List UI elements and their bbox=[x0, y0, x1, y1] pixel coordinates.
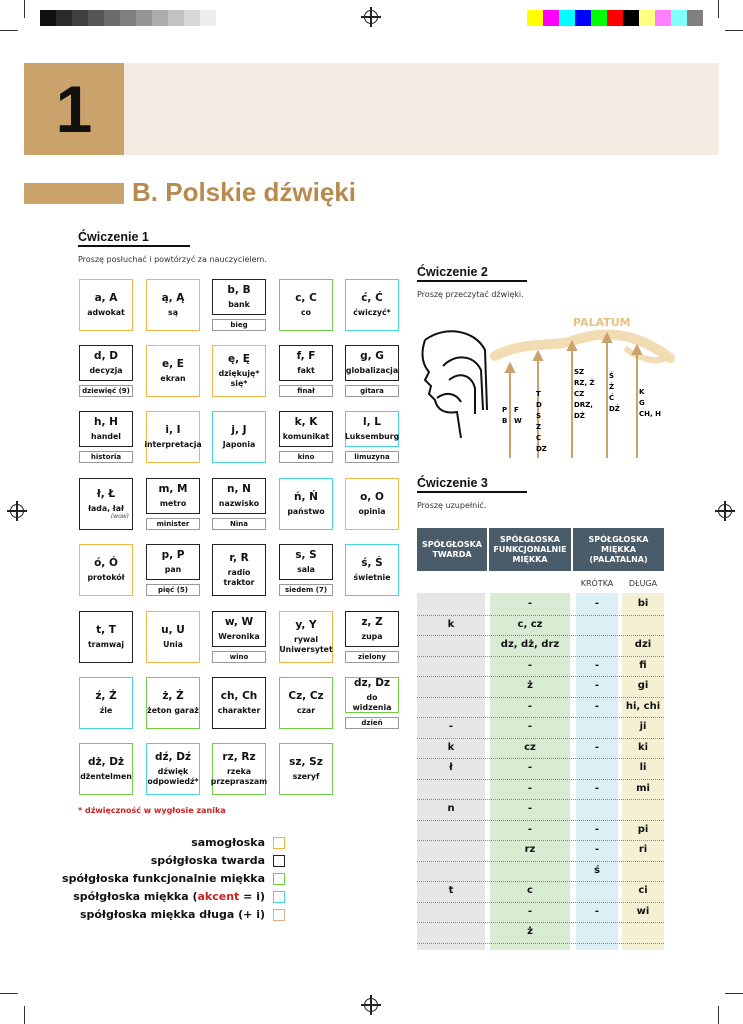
registration-mark-top bbox=[364, 10, 378, 24]
legend-swatch bbox=[273, 855, 285, 867]
sound-card-letters: Cz, Cz bbox=[288, 690, 324, 703]
legend-label-part: spółgłoska miękka ( bbox=[73, 890, 198, 903]
sound-card-letters: dż, Dż bbox=[87, 756, 125, 769]
sound-card bbox=[212, 544, 266, 596]
crop-mark bbox=[718, 1006, 719, 1024]
legend-label-part: = i) bbox=[239, 890, 265, 903]
sound-card-letters: c, C bbox=[295, 292, 317, 305]
sound-card bbox=[79, 544, 133, 596]
table-cell: ji bbox=[639, 721, 647, 732]
articulation-label: F W bbox=[514, 406, 522, 425]
color-swatch bbox=[200, 10, 216, 26]
table-cell: cz bbox=[524, 741, 536, 753]
header-band bbox=[124, 63, 719, 155]
sound-card bbox=[345, 611, 399, 647]
legend-label-accent: akcent bbox=[197, 890, 240, 903]
sound-card-example-word: metro bbox=[159, 499, 187, 509]
ex3-heading: Ćwiczenie 3 bbox=[417, 476, 488, 490]
table-column-bg bbox=[576, 593, 618, 950]
sound-card-extra-word: historia bbox=[79, 451, 133, 463]
sound-card bbox=[345, 544, 399, 596]
legend-item bbox=[191, 836, 285, 849]
legend-swatch bbox=[273, 909, 285, 921]
crop-mark bbox=[24, 1006, 25, 1024]
sound-card-letters: o, O bbox=[360, 491, 384, 504]
sound-card bbox=[212, 478, 266, 514]
articulation-label: P B bbox=[502, 406, 508, 425]
sound-card-letters: h, H bbox=[94, 416, 118, 429]
sound-card bbox=[79, 411, 133, 447]
table-cell: pi bbox=[637, 823, 649, 835]
sound-card-extra-word: zielony bbox=[345, 651, 399, 663]
sound-card-example-word: ćwiczyć* bbox=[353, 308, 391, 318]
table-cell: - bbox=[527, 823, 533, 835]
sound-card-extra-word: gitara bbox=[345, 385, 399, 397]
crop-mark bbox=[725, 993, 743, 994]
sound-card-example-word: żeton garaż bbox=[147, 706, 199, 716]
table-row-divider bbox=[417, 861, 664, 862]
legend-swatch bbox=[273, 873, 285, 885]
table-cell: rz bbox=[524, 844, 536, 855]
page-title: B. Polskie dźwięki bbox=[132, 177, 356, 207]
sound-card-letters: ch, Ch bbox=[220, 690, 258, 703]
sound-card-example-word: bank bbox=[228, 300, 250, 310]
legend-item bbox=[80, 908, 285, 921]
legend-label bbox=[73, 890, 265, 903]
color-swatch bbox=[559, 10, 575, 26]
sound-card-extra-word: siedem (7) bbox=[279, 584, 333, 596]
sound-card-example-word: radio traktor bbox=[223, 568, 255, 588]
sound-card bbox=[79, 345, 133, 381]
ex1-heading: Ćwiczenie 1 bbox=[78, 230, 149, 244]
sound-card-letters: f, F bbox=[296, 350, 316, 363]
table-cell: - bbox=[594, 598, 600, 609]
table-cell: - bbox=[594, 844, 600, 855]
sound-card bbox=[345, 411, 399, 447]
sound-card bbox=[279, 611, 333, 663]
table-row-divider bbox=[417, 943, 664, 944]
crop-mark bbox=[725, 30, 743, 31]
color-swatch bbox=[152, 10, 168, 26]
sound-card-example-word: Unia bbox=[163, 640, 183, 650]
sound-card-letters: s, S bbox=[295, 549, 317, 562]
footnote: * dźwięczność w wygłosie zanika bbox=[78, 806, 226, 815]
sound-card-example-word: decyzja bbox=[89, 366, 123, 376]
ex3-instruction: Proszę uzupełnić. bbox=[417, 501, 487, 510]
sound-card-letters: p, P bbox=[161, 549, 185, 562]
sound-card bbox=[212, 743, 266, 795]
chapter-number: 1 bbox=[55, 72, 93, 146]
sound-card-example-word: są bbox=[168, 308, 178, 318]
sound-card-letters: t, T bbox=[96, 624, 116, 637]
table-cell: - bbox=[527, 905, 533, 917]
table-header: SPÓŁGŁOSKA MIĘKKA (PALATALNA) bbox=[573, 528, 664, 571]
sound-card-example-word: dżentelmen bbox=[80, 772, 132, 782]
table-cell: ż bbox=[527, 926, 533, 937]
sound-card bbox=[345, 478, 399, 530]
sound-card-example-word: świetnie bbox=[353, 573, 391, 583]
sound-card-extra-word: pięć (5) bbox=[146, 584, 200, 596]
color-swatch bbox=[639, 10, 655, 26]
sound-card-letters: ę, Ę bbox=[228, 353, 250, 366]
sound-card-letters: ć, Ć bbox=[361, 292, 383, 305]
sound-card bbox=[212, 411, 266, 463]
legend-label: samogłoska bbox=[191, 836, 265, 849]
sound-card bbox=[279, 411, 333, 447]
sound-card-example-word: handel bbox=[91, 432, 121, 442]
sound-card-example-word: Luksemburg bbox=[344, 432, 400, 442]
sound-card bbox=[146, 743, 200, 795]
sound-card-letters: y, Y bbox=[295, 619, 317, 632]
sound-card bbox=[146, 345, 200, 397]
sound-card-letters: r, R bbox=[229, 552, 249, 565]
sound-card-example-word: globalizacja bbox=[345, 366, 399, 376]
color-swatch bbox=[543, 10, 559, 26]
sound-card-letters: d, D bbox=[94, 350, 118, 363]
registration-mark-right bbox=[718, 504, 732, 518]
sound-card-example-word: czar bbox=[296, 706, 316, 716]
legend-item bbox=[151, 854, 285, 867]
sound-card-example-word: sala bbox=[297, 565, 315, 575]
sound-card bbox=[345, 279, 399, 331]
registration-mark-left bbox=[10, 504, 24, 518]
sound-card-example-word: charakter bbox=[217, 706, 261, 716]
sound-card-letters: i, I bbox=[165, 424, 181, 437]
table-cell: c, cz bbox=[517, 618, 543, 630]
table-cell: hi, chi bbox=[625, 700, 661, 712]
sound-card bbox=[279, 544, 333, 580]
ex3-underline bbox=[417, 491, 527, 493]
sound-card bbox=[279, 677, 333, 729]
color-swatch bbox=[168, 10, 184, 26]
color-swatch bbox=[40, 10, 56, 26]
sound-card-extra-word: minister bbox=[146, 518, 200, 530]
table-cell: t bbox=[448, 885, 454, 896]
table-cell: ki bbox=[637, 741, 649, 753]
table-cell: - bbox=[527, 803, 533, 814]
sound-card bbox=[146, 478, 200, 514]
legend-swatch bbox=[273, 891, 285, 903]
sound-card bbox=[79, 279, 133, 331]
sound-card-letters: ń, Ń bbox=[294, 491, 318, 504]
sound-card-letters: n, N bbox=[227, 483, 251, 496]
sound-card-letters: b, B bbox=[227, 284, 251, 297]
sound-card-example-word: interpretacja bbox=[144, 440, 202, 450]
sound-card-example-word: komunikat bbox=[282, 432, 330, 442]
ex1-instruction: Proszę posłuchać i powtórzyć za nauczycielem. bbox=[78, 255, 267, 264]
sound-card-extra-word: finał bbox=[279, 385, 333, 397]
table-cell: - bbox=[527, 700, 533, 712]
sound-card bbox=[79, 478, 133, 530]
table-cell: c bbox=[527, 885, 533, 896]
table-cell: ż bbox=[527, 680, 533, 691]
color-swatch bbox=[88, 10, 104, 26]
sound-card-extra-word: dziewięć (9) bbox=[79, 385, 133, 397]
table-cell: - bbox=[594, 905, 600, 917]
sound-card-letters: w, W bbox=[224, 616, 254, 629]
sound-card bbox=[79, 677, 133, 729]
sound-card-letters: j, J bbox=[231, 424, 247, 437]
sound-card bbox=[279, 345, 333, 381]
table-cell: dzi bbox=[634, 639, 652, 650]
table-cell: - bbox=[527, 762, 533, 773]
table-cell: - bbox=[594, 659, 600, 671]
sound-card-letters: m, M bbox=[158, 483, 188, 496]
ex2-instruction: Proszę przeczytać dźwięki. bbox=[417, 290, 524, 299]
sound-card-example-word: Weronika bbox=[218, 632, 260, 642]
sound-card-example-word: dźwięk odpowiedź* bbox=[147, 767, 199, 787]
sound-card-extra-word: kino bbox=[279, 451, 333, 463]
color-swatch bbox=[623, 10, 639, 26]
table-header: SPÓŁGŁOSKA TWARDA bbox=[417, 528, 487, 571]
sound-card-letters: g, G bbox=[360, 350, 384, 363]
sound-card-example-word: rzeka przepraszam bbox=[210, 767, 268, 787]
sound-card-example-word: adwokat bbox=[87, 308, 125, 318]
sound-card-note: (wow) bbox=[110, 513, 129, 521]
sound-card bbox=[212, 611, 266, 647]
color-swatch bbox=[607, 10, 623, 26]
color-swatch bbox=[136, 10, 152, 26]
table-cell: - bbox=[594, 823, 600, 835]
sound-card-example-word: szeryf bbox=[292, 772, 320, 782]
table-cell: - bbox=[594, 782, 600, 794]
sound-card bbox=[146, 677, 200, 729]
legend-label: spółgłoska twarda bbox=[150, 854, 265, 867]
table-cell: ł bbox=[449, 762, 453, 773]
sound-card-extra-word: bieg bbox=[212, 319, 266, 331]
palatum-label: PALATUM bbox=[573, 316, 631, 329]
sound-card-letters: rz, Rz bbox=[222, 751, 256, 764]
legend-swatch bbox=[273, 837, 285, 849]
sound-card bbox=[146, 279, 200, 331]
table-cell: bi bbox=[637, 598, 649, 609]
color-swatch bbox=[671, 10, 687, 26]
sound-card-letters: z, Z bbox=[361, 616, 383, 629]
table-cell: fi bbox=[639, 659, 647, 671]
table-cell: - bbox=[594, 680, 600, 691]
sound-card-letters: ż, Ż bbox=[162, 690, 184, 703]
sound-card-example-word: tramwaj bbox=[87, 640, 125, 650]
sound-card bbox=[146, 411, 200, 463]
table-cell: k bbox=[447, 741, 455, 753]
sound-card-example-word: opinia bbox=[358, 507, 386, 517]
sound-card-letters: ź, Ź bbox=[95, 690, 117, 703]
sound-card-example-word: Japonia bbox=[222, 440, 256, 450]
sound-card-example-word: zupa bbox=[361, 632, 383, 642]
sound-card bbox=[146, 544, 200, 580]
sound-card bbox=[146, 611, 200, 663]
color-swatch bbox=[575, 10, 591, 26]
table-cell: - bbox=[527, 782, 533, 794]
articulation-diagram bbox=[415, 310, 675, 460]
ex2-heading: Ćwiczenie 2 bbox=[417, 265, 488, 279]
sound-card-letters: ą, Ą bbox=[161, 292, 185, 305]
color-swatch-bar bbox=[527, 10, 703, 26]
sound-card-letters: u, U bbox=[161, 624, 185, 637]
table-cell: li bbox=[639, 762, 647, 773]
sound-card bbox=[212, 345, 266, 397]
sound-card-letters: ś, Ś bbox=[361, 557, 383, 570]
table-cell: - bbox=[527, 659, 533, 671]
crop-mark bbox=[718, 0, 719, 18]
table-cell: wi bbox=[636, 905, 650, 917]
sound-card-example-word: pan bbox=[164, 565, 182, 575]
title-accent-bar bbox=[24, 183, 124, 204]
sound-card-example-word: protokół bbox=[87, 573, 125, 583]
articulation-label: K G CH, H bbox=[639, 388, 661, 418]
articulation-label: T D S Z C DZ bbox=[536, 390, 547, 453]
gray-swatch-bar bbox=[40, 10, 216, 26]
sound-card bbox=[212, 279, 266, 315]
sound-card-letters: e, E bbox=[162, 358, 184, 371]
sound-card bbox=[345, 345, 399, 381]
legend-label: spółgłoska miękka długa (+ i) bbox=[79, 908, 265, 921]
sound-card bbox=[279, 743, 333, 795]
sound-card-extra-word: Nina bbox=[212, 518, 266, 530]
articulation-label: SZ RZ, Ż CZ DRZ, DŻ bbox=[574, 368, 595, 420]
color-swatch bbox=[527, 10, 543, 26]
sound-card-example-word: źle bbox=[99, 706, 113, 716]
sound-card-letters: k, K bbox=[294, 416, 318, 429]
head-profile-icon bbox=[422, 331, 487, 438]
sound-card-example-word: rywal Uniwersytet bbox=[279, 635, 333, 655]
sound-card-example-word: do widzenia bbox=[352, 693, 392, 713]
sound-card bbox=[345, 677, 399, 713]
sound-card-letters: a, A bbox=[94, 292, 118, 305]
sound-card-example-word: dziękuję* się* bbox=[218, 369, 260, 389]
registration-mark-bottom bbox=[364, 998, 378, 1012]
color-swatch bbox=[56, 10, 72, 26]
table-subheader: KRÓTKA bbox=[580, 579, 614, 588]
sound-card bbox=[279, 478, 333, 530]
color-swatch bbox=[184, 10, 200, 26]
color-swatch bbox=[591, 10, 607, 26]
table-cell: - bbox=[594, 741, 600, 753]
sound-card bbox=[79, 611, 133, 663]
table-cell: ci bbox=[638, 885, 648, 896]
table-cell: dz, dż, drz bbox=[500, 639, 560, 650]
sound-card-example-word: nazwisko bbox=[218, 499, 260, 509]
crop-mark bbox=[24, 0, 25, 18]
sound-card-letters: ł, Ł bbox=[96, 487, 116, 500]
legend-label: spółgłoska funkcjonalnie miękka bbox=[62, 872, 265, 885]
color-swatch bbox=[655, 10, 671, 26]
sound-card-letters: l, L bbox=[363, 416, 381, 429]
table-cell: ś bbox=[594, 864, 600, 876]
sound-card-extra-word: dzień bbox=[345, 717, 399, 729]
table-cell: - bbox=[594, 700, 600, 712]
sound-card bbox=[79, 743, 133, 795]
sound-card bbox=[279, 279, 333, 331]
table-header: SPÓŁGŁOSKA FUNKCJONALNIE MIĘKKA bbox=[489, 528, 571, 571]
sound-card-letters: dz, Dz bbox=[353, 677, 391, 690]
legend-item bbox=[73, 890, 285, 903]
crop-mark bbox=[0, 30, 18, 31]
legend-item bbox=[62, 872, 285, 885]
sound-card-extra-word: limuzyna bbox=[345, 451, 399, 463]
sound-card-example-word: fakt bbox=[297, 366, 315, 376]
table-cell: gi bbox=[637, 680, 649, 691]
table-subheader: DŁUGA bbox=[628, 579, 658, 588]
crop-mark bbox=[0, 993, 18, 994]
ex2-underline bbox=[417, 280, 527, 282]
sound-card-extra-word: wino bbox=[212, 651, 266, 663]
sound-card-example-word: państwo bbox=[287, 507, 325, 517]
table-cell: k bbox=[447, 618, 455, 630]
sound-card-letters: sz, Sz bbox=[289, 756, 323, 769]
color-swatch bbox=[120, 10, 136, 26]
color-swatch bbox=[72, 10, 88, 26]
table-cell: - bbox=[527, 598, 533, 609]
articulation-label: Ś Ź Ć DŹ bbox=[609, 372, 620, 413]
color-swatch bbox=[687, 10, 703, 26]
sound-card bbox=[212, 677, 266, 729]
table-cell: mi bbox=[636, 782, 650, 794]
ex1-underline bbox=[78, 245, 190, 247]
sound-card-example-word: co bbox=[301, 308, 311, 318]
sound-card-letters: ó, Ó bbox=[94, 557, 118, 570]
table-cell: - bbox=[448, 721, 454, 732]
table-cell: n bbox=[447, 803, 455, 814]
sound-card-example-word: ekran bbox=[160, 374, 186, 384]
sound-card-letters: dź, Dź bbox=[154, 751, 192, 764]
sound-card-example-word: łada, łał bbox=[88, 503, 124, 513]
table-cell: ri bbox=[638, 844, 648, 855]
color-swatch bbox=[104, 10, 120, 26]
palatum-curve bbox=[495, 334, 670, 358]
table-cell: - bbox=[527, 721, 533, 732]
